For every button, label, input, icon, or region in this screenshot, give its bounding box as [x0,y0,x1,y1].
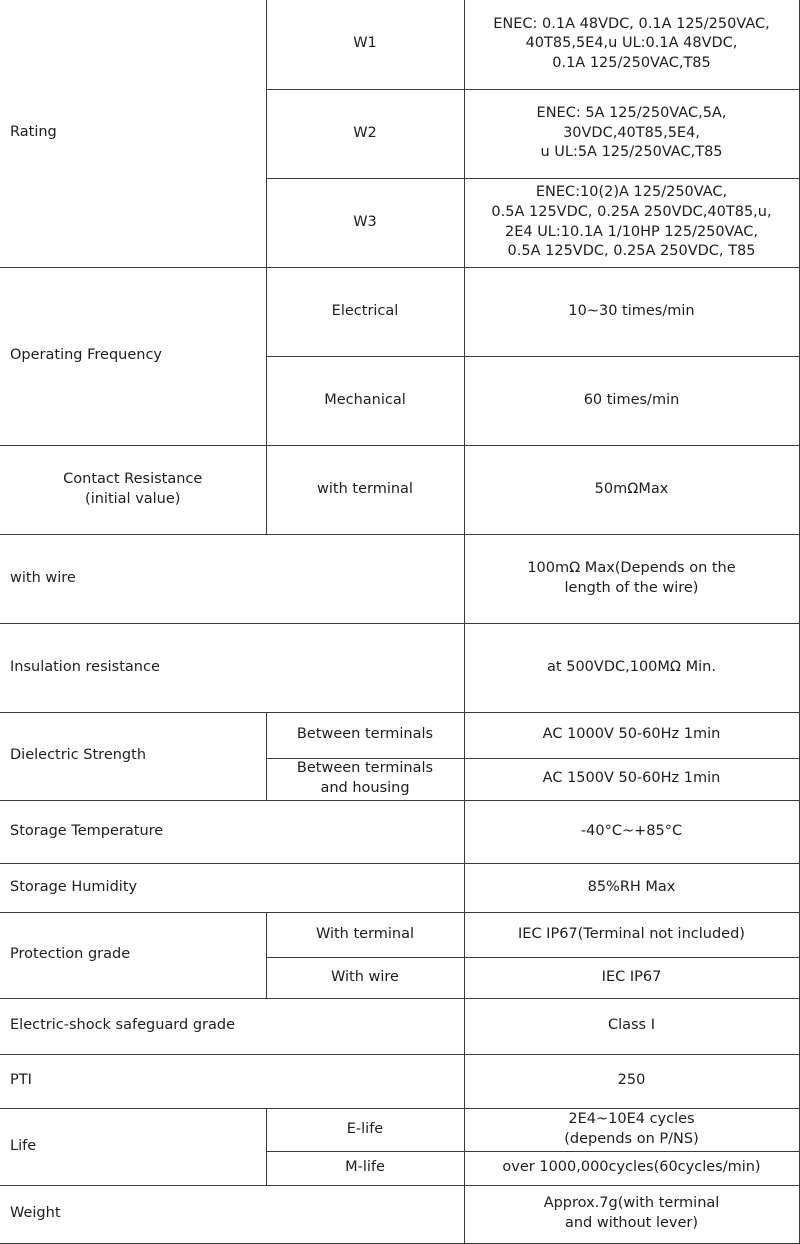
table-row [0,863,799,912]
value-line: length of the wire) [564,579,699,596]
table-row [0,1185,799,1243]
value-line: u UL:5A 125/250VAC,T85 [540,144,723,161]
terminals-housing-value: AC 1500V 50-60Hz 1min [464,758,799,800]
e-life-value [464,1108,799,1151]
value-line: and without lever) [564,1215,699,1231]
value-line: 2E4~10E4 cycles [568,1110,695,1127]
insulation-resistance-label: Insulation resistance [0,623,464,712]
value-line: 40T85,5E4,u UL:0.1A 48VDC, [525,35,738,52]
electric-shock-value: Class I [464,998,799,1054]
storage-temperature-value: -40°C~+85°C [464,800,799,863]
weight-value [464,1185,799,1243]
value-line: ENEC: 0.1A 48VDC, 0.1A 125/250VAC, [493,15,770,32]
value-line: (depends on P/NS) [564,1130,699,1147]
with-wire-value [464,534,799,623]
rating-w1-condition: W1 [266,0,464,89]
table-row [0,534,799,623]
table-row [0,1108,799,1151]
value-line: 0.1A 125/250VAC,T85 [552,55,711,72]
value-line: 0.5A 125VDC, 0.25A 250VDC, T85 [507,243,756,260]
table-row [0,912,799,957]
condition-line: and housing [320,780,410,796]
between-terminals-condition: Between terminals [266,712,464,758]
table-row [0,712,799,758]
value-line: ENEC:10(2)A 125/250VAC, [535,184,728,201]
electrical-condition: Electrical [266,267,464,356]
mechanical-frequency-value: 60 times/min [464,356,799,445]
pti-label: PTI [0,1054,464,1108]
table-row [0,1054,799,1108]
value-line: 100mΩ Max(Depends on the [527,559,736,576]
rating-w3-value [464,178,799,267]
pti-value: 250 [464,1054,799,1108]
m-life-condition: M-life [266,1151,464,1185]
value-line: 30VDC,40T85,5E4, [563,124,700,141]
rating-w3-condition: W3 [266,178,464,267]
table-row [0,445,799,534]
terminals-housing-condition [266,758,464,800]
value-line: 2E4 UL:10.1A 1/10HP 125/250VAC, [504,223,759,240]
rating-w2-condition: W2 [266,89,464,178]
rating-w2-value [464,89,799,178]
value-line: Approx.7g(with terminal [543,1195,720,1212]
between-terminals-value: AC 1000V 50-60Hz 1min [464,712,799,758]
label-line: Contact Resistance [63,470,203,487]
contact-resistance-value: 50mΩMax [464,445,799,534]
weight-label: Weight [0,1185,464,1243]
electrical-frequency-value: 10~30 times/min [464,267,799,356]
mechanical-condition: Mechanical [266,356,464,445]
label-line: (initial value) [85,490,181,507]
storage-temperature-label: Storage Temperature [0,800,464,863]
e-life-condition: E-life [266,1108,464,1151]
with-wire-label: with wire [0,534,464,623]
protection-with-terminal-condition: With terminal [266,912,464,957]
rating-label: Rating [0,0,266,267]
operating-frequency-label: Operating Frequency [0,267,266,445]
contact-resistance-label [0,445,266,534]
value-line: 0.5A 125VDC, 0.25A 250VDC,40T85,u, [491,203,772,220]
with-terminal-condition: with terminal [266,445,464,534]
protection-grade-label: Protection grade [0,912,266,998]
value-line: ENEC: 5A 125/250VAC,5A, [536,105,727,122]
dielectric-strength-label: Dielectric Strength [0,712,266,800]
protection-with-wire-condition: With wire [266,957,464,998]
electric-shock-label: Electric-shock safeguard grade [0,998,464,1054]
rating-w1-value [464,0,799,89]
table-row [0,623,799,712]
storage-humidity-value: 85%RH Max [464,863,799,912]
table-row [0,267,799,356]
protection-with-terminal-value: IEC IP67(Terminal not included) [464,912,799,957]
condition-line: Between terminals [296,760,434,777]
protection-with-wire-value: IEC IP67 [464,957,799,998]
storage-humidity-label: Storage Humidity [0,863,464,912]
table-row [0,0,799,89]
insulation-resistance-value: at 500VDC,100MΩ Min. [464,623,799,712]
m-life-value: over 1000,000cycles(60cycles/min) [464,1151,799,1185]
life-label: Life [0,1108,266,1185]
table-row [0,800,799,863]
table-row [0,998,799,1054]
